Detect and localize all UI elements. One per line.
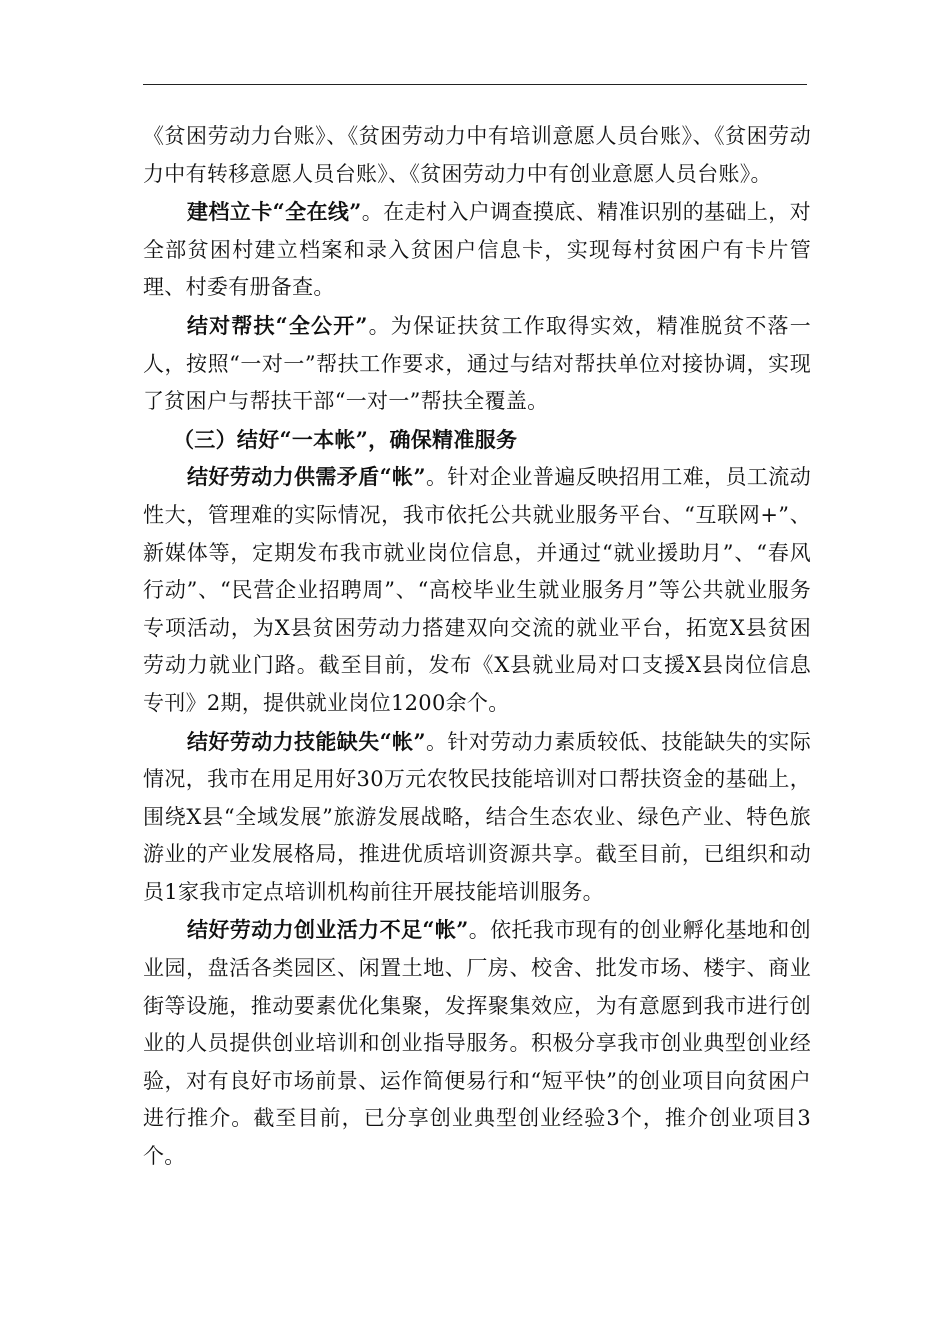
- paragraph-supply-demand-lead: 结好劳动力供需矛盾“帐”: [187, 464, 426, 490]
- paragraph-skills-lead: 结好劳动力技能缺失“帐”: [187, 728, 426, 754]
- document-body: [143, 118, 811, 1176]
- paragraph-pairing-text: 。为保证扶贫工作取得实效，精准脱贫不落一人，按照“一对一”帮扶工作要求，通过与结对帮扶单位对接协调，实现了贫困户与帮扶干部“一对一”帮扶全覆盖。: [143, 313, 812, 414]
- section-heading-3: （三）结好“一本帐”，确保精准服务: [173, 426, 518, 452]
- header-rule: [143, 84, 807, 85]
- paragraph-skills-text: 。针对劳动力素质较低、技能缺失的实际情况，我市在用足用好30万元农牧民技能培训对口帮扶资金的基础上，围绕X县“全域发展”旅游发展战略，结合生态农业、绿色产业、特色旅游业的产业发展格局，推进优质培训资源共享。截至目前，已组织和动员1家我市定点培训机构前往开展技能培训服务。: [143, 729, 811, 904]
- intro-paragraph: [143, 118, 811, 193]
- intro-text: 《贫困劳动力台账》、《贫困劳动力中有培训意愿人员台账》、《贫困劳动力中有转移意愿人员台账》、《贫困劳动力中有创业意愿人员台账》。: [143, 124, 811, 186]
- paragraph-supply-demand: [143, 458, 811, 722]
- paragraph-skills: [143, 723, 811, 912]
- paragraph-archive-text: 。在走村入户调查摸底、精准识别的基础上，对全部贫困村建立档案和录入贫困户信息卡，实现每村贫困户有卡片管理、村委有册备查。: [143, 200, 811, 300]
- paragraph-pairing-lead: 结对帮扶“全公开”: [187, 312, 368, 338]
- paragraph-archive: [143, 193, 811, 307]
- paragraph-pairing: [143, 307, 811, 421]
- paragraph-archive-lead: 建档立卡“全在线”: [187, 199, 362, 225]
- paragraph-entrepreneurship-lead: 结好劳动力创业活力不足“帐”: [187, 917, 469, 943]
- paragraph-supply-demand-text: 。针对企业普遍反映招用工难，员工流动性大，管理难的实际情况，我市依托公共就业服务平台、“互联网+”、新媒体等，定期发布我市就业岗位信息，并通过“就业援助月”、“春风行动”、“民营企业招聘周”、“高校毕业生就业服务月”等公共就业服务专项活动，为X县贫困劳动力搭建双向交流的就业平台，拓宽X县贫困劳动力就业门路。截至目前，发布《X县就业局对口支援X县岗位信息专刊》2期，提供就业岗位1200余个。: [143, 465, 811, 715]
- paragraph-entrepreneurship: [143, 911, 811, 1175]
- paragraph-entrepreneurship-text: 。依托我市现有的创业孵化基地和创业园，盘活各类园区、闲置土地、厂房、校舍、批发市场、楼宇、商业街等设施，推动要素优化集聚，发挥聚集效应，为有意愿到我市进行创业的人员提供创业培训和创业指导服务。积极分享我市创业典型创业经验，对有良好市场前景、运作简便易行和“短平快”的创业项目向贫困户进行推介。截至目前，已分享创业典型创业经验3个，推介创业项目3个。: [143, 918, 811, 1169]
